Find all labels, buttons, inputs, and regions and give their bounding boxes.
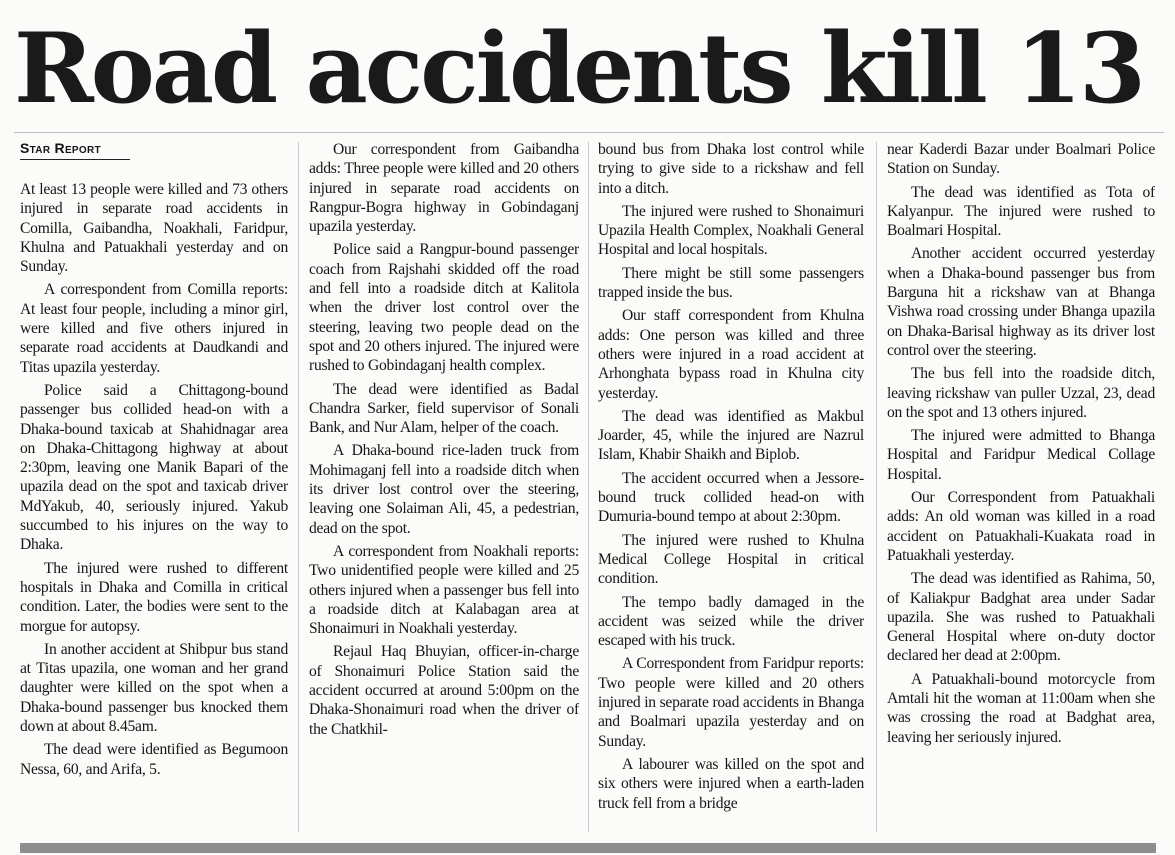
article-paragraph: Our staff correspondent from Khulna adds: One person was killed and three others were injured in a road accident at Arhonghata bypass road in Khulna city yesterday. bbox=[598, 307, 864, 402]
article-paragraph: A labourer was killed on the spot and six others were injured when a earth-laden truck fell from a bridge bbox=[598, 755, 864, 812]
article-paragraph: near Kaderdi Bazar under Boalmari Police Station on Sunday. bbox=[887, 141, 1155, 178]
article-paragraph: Rejaul Haq Bhuyian, officer-in-charge of Shonaimuri Police Station said the accident occurred at around 5:00pm on the Dhaka-Shonaimuri road when the driver of the Chatkhil- bbox=[309, 643, 579, 738]
column-divider bbox=[588, 142, 589, 832]
article-column-3 bbox=[598, 140, 864, 840]
column-divider bbox=[298, 142, 299, 832]
headline-rule bbox=[14, 132, 1164, 133]
bottom-rule bbox=[20, 843, 1156, 853]
article-paragraph: Police said a Rangpur-bound passenger coach from Rajshahi skidded off the road and fell into a roadside ditch at Kalitola when the driver lost control over the steering, leaving two people dead on the spot and 20 others injured. The injured were rushed to Gobindaganj health complex. bbox=[309, 241, 579, 375]
article-paragraph: At least 13 people were killed and 73 others injured in separate road accidents in Comilla, Gaibandha, Noakhali, Faridpur, Khulna and Patuakhali yesterday and on Sunday. bbox=[20, 181, 288, 276]
article-paragraph: A correspondent from Comilla reports: At least four people, including a minor girl, were killed and five others injured in separate road accidents at Daudkandi and Titas upazila yesterday. bbox=[20, 281, 288, 376]
article-paragraph: In another accident at Shibpur bus stand at Titas upazila, one woman and her grand daughter were killed on the spot when a Dhaka-bound passenger bus knocked them down at about 8.45am. bbox=[20, 640, 288, 736]
article-paragraph: bound bus from Dhaka lost control while trying to give side to a rickshaw and fell into a ditch. bbox=[598, 141, 864, 197]
article-paragraph: Another accident occurred yesterday when a Dhaka-bound passenger bus from Barguna hit a rickshaw van at Bhanga Vishwa road crossing under Bhanga upazila on Dhaka-Barisal highway as its driver lost control over the steering. bbox=[887, 245, 1155, 359]
headline: Road accidents kill 13 bbox=[14, 12, 1143, 125]
article-paragraph: There might be still some passengers trapped inside the bus. bbox=[598, 264, 864, 302]
article-paragraph: The accident occurred when a Jessore-bound truck collided head-on with Dumuria-bound tempo at about 2:30pm. bbox=[598, 469, 864, 526]
article-column-1 bbox=[20, 140, 288, 840]
article-column-4 bbox=[887, 140, 1155, 840]
article-paragraph: The injured were rushed to Shonaimuri Upazila Health Complex, Noakhali General Hospital and local hospitals. bbox=[598, 202, 864, 259]
article-paragraph: A Patuakhali-bound motorcycle from Amtali hit the woman at 11:00am when she was crossing the road at Badghat area, leaving her seriously injured. bbox=[887, 670, 1155, 746]
article-paragraph: The dead were identified as Begumoon Nessa, 60, and Arifa, 5. bbox=[20, 741, 288, 778]
article-paragraph: The tempo badly damaged in the accident was seized while the driver escaped with his truck. bbox=[598, 593, 864, 650]
column-divider bbox=[876, 142, 877, 832]
article-paragraph: A correspondent from Noakhali reports: Two unidentified people were killed and 25 others injured when a passenger bus fell into a roadside ditch at Kalabagan area at Shonaimuri in Noakhali yesterday. bbox=[309, 542, 579, 638]
article-paragraph: The injured were admitted to Bhanga Hospital and Faridpur Medical Collage Hospital. bbox=[887, 427, 1155, 483]
article-paragraph: The injured were rushed to Khulna Medical College Hospital in critical condition. bbox=[598, 531, 864, 588]
article-paragraph: The dead was identified as Rahima, 50, of Kaliakpur Badghat area under Sadar upazila. She was rushed to Patuakhali General Hospital where on-duty doctor declared her dead at 2:00pm. bbox=[887, 570, 1155, 665]
article-paragraph: The dead was identified as Tota of Kalyanpur. The injured were rushed to Boalmari Hospital. bbox=[887, 183, 1155, 240]
article-paragraph: The bus fell into the roadside ditch, leaving rickshaw van puller Uzzal, 23, dead on the spot and 13 others injured. bbox=[887, 365, 1155, 421]
article-paragraph: Our Correspondent from Patuakhali adds: An old woman was killed in a road accident on Patuakhali-Kuakata road in Patuakhali yesterday. bbox=[887, 489, 1155, 564]
article-paragraph: The injured were rushed to different hospitals in Dhaka and Comilla in critical condition. Later, the bodies were sent to the morgue for autopsy. bbox=[20, 559, 288, 635]
article-paragraph: The dead were identified as Badal Chandra Sarker, field supervisor of Sonali Bank, and Nur Alam, helper of the coach. bbox=[309, 380, 579, 437]
article-paragraph: Police said a Chittagong-bound passenger bus collided head-on with a Dhaka-bound taxicab at Shahidnagar area on Dhaka-Chittagong highway at about 2:30pm, leaving one Manik Bapari of the upazila dead on the spot and taxicab driver MdYakub, 40, seriously injured. Yakub succumbed to his injures on the way to Dhaka. bbox=[20, 381, 288, 554]
article-paragraph: Our correspondent from Gaibandha adds: Three people were killed and 20 others injured in separate road accidents on Rangpur-Bogra highway in Gobindaganj upazila yesterday. bbox=[309, 141, 579, 236]
article-column-2 bbox=[309, 140, 579, 840]
byline: Star Report bbox=[20, 140, 130, 160]
article-paragraph: The dead was identified as Makbul Joarder, 45, while the injured are Nazrul Islam, Khabir Shaikh and Biplob. bbox=[598, 407, 864, 464]
article-paragraph: A Correspondent from Faridpur reports: Two people were killed and 20 others injured in separate road accidents in Bhanga and Boalmari upazila yesterday and on Sunday. bbox=[598, 655, 864, 750]
article-paragraph: A Dhaka-bound rice-laden truck from Mohimaganj fell into a roadside ditch when its driver lost control over the steering, leaving one Solaiman Ali, 45, a pedestrian, dead on the spot. bbox=[309, 442, 579, 537]
